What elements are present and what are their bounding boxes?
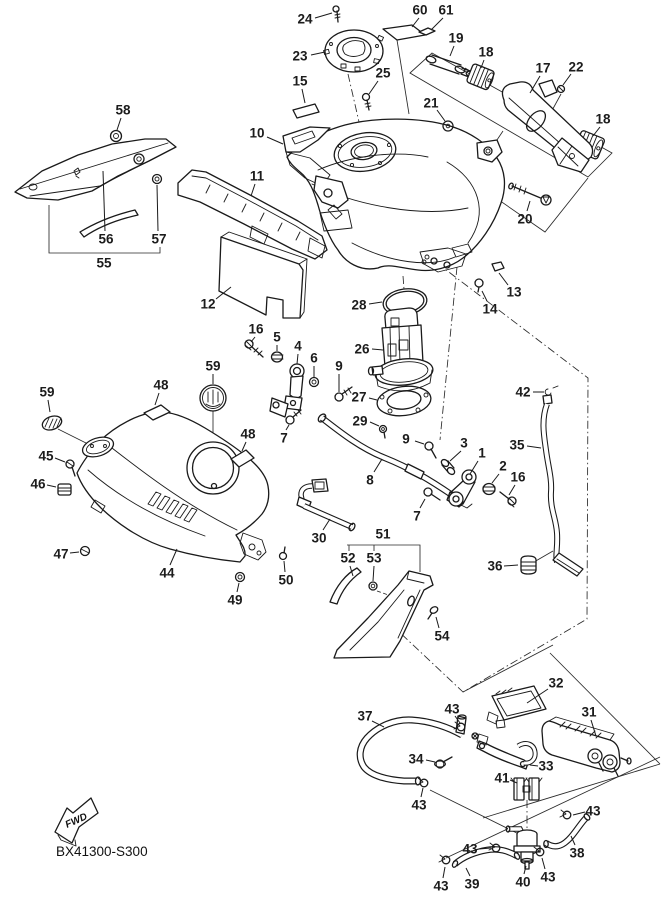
side-panel-art xyxy=(15,131,176,238)
callout-17: 17 xyxy=(535,60,551,76)
callout-37: 37 xyxy=(357,708,373,724)
leader-line-30 xyxy=(323,519,330,530)
callout-43: 43 xyxy=(411,797,427,813)
callout-7: 7 xyxy=(280,430,288,446)
leader-line-3 xyxy=(450,451,461,461)
callout-20: 20 xyxy=(517,211,533,227)
leader-line-13 xyxy=(499,273,508,285)
callout-31: 31 xyxy=(581,704,597,720)
callout-22: 22 xyxy=(568,59,584,75)
leader-line-39 xyxy=(466,868,470,876)
leader-line-49 xyxy=(237,583,239,592)
callout-30: 30 xyxy=(311,530,327,546)
callout-27: 27 xyxy=(351,389,367,405)
leader-line-35 xyxy=(527,446,541,448)
leader-line-23 xyxy=(311,52,325,55)
callout-51: 51 xyxy=(375,526,391,542)
callout-24: 24 xyxy=(297,11,313,27)
leader-line-44 xyxy=(170,549,177,565)
callout-3: 3 xyxy=(460,435,468,451)
leader-line-31 xyxy=(591,720,596,736)
callout-9: 9 xyxy=(335,358,343,374)
leader-line-24 xyxy=(315,13,332,18)
leader-line-10 xyxy=(267,137,283,144)
callout-32: 32 xyxy=(548,675,564,691)
leader-line-61 xyxy=(431,18,443,30)
leader-line-54 xyxy=(436,617,439,628)
leader-line-58 xyxy=(117,118,121,130)
callout-40: 40 xyxy=(515,874,531,890)
callout-61: 61 xyxy=(438,2,454,18)
callout-19: 19 xyxy=(448,30,464,46)
fwd-label: FWD xyxy=(63,811,90,831)
callout-16: 16 xyxy=(510,469,526,485)
leader-line-57 xyxy=(157,185,158,231)
breather-hose-art xyxy=(521,386,583,576)
leader-line-21 xyxy=(437,110,445,121)
leader-line-7 xyxy=(420,499,425,508)
callout-39: 39 xyxy=(464,876,480,892)
callout-59: 59 xyxy=(205,358,221,374)
callout-10: 10 xyxy=(249,125,265,141)
callout-56: 56 xyxy=(98,231,114,247)
leader-line-9 xyxy=(415,441,424,444)
leader-line-36 xyxy=(504,565,518,566)
callout-7: 7 xyxy=(413,508,421,524)
callout-50: 50 xyxy=(278,572,294,588)
leader-line-46 xyxy=(47,485,56,487)
leader-line-4 xyxy=(297,354,298,364)
callout-43: 43 xyxy=(540,869,556,885)
callout-43: 43 xyxy=(444,701,460,717)
callout-14: 14 xyxy=(482,301,498,317)
callout-52: 52 xyxy=(340,550,356,566)
callout-43: 43 xyxy=(433,878,449,894)
leader-line-48 xyxy=(155,393,159,405)
leader-line-26 xyxy=(372,349,383,350)
callout-43: 43 xyxy=(462,841,478,857)
diagram-code: BX41300-S300 xyxy=(56,844,148,859)
callout-43: 43 xyxy=(585,803,601,819)
callout-18: 18 xyxy=(478,44,494,60)
callout-12: 12 xyxy=(200,296,216,312)
callout-47: 47 xyxy=(53,546,69,562)
callout-49: 49 xyxy=(227,592,243,608)
leader-line-14 xyxy=(482,291,487,301)
leader-line-27 xyxy=(369,398,377,400)
leader-line-16 xyxy=(509,485,515,495)
callout-59: 59 xyxy=(39,384,55,400)
callout-1: 1 xyxy=(478,445,486,461)
leader-line-17 xyxy=(530,76,540,93)
callout-45: 45 xyxy=(38,448,54,464)
leader-line-60 xyxy=(412,18,419,27)
callout-21: 21 xyxy=(423,95,439,111)
callout-36: 36 xyxy=(487,558,503,574)
callout-42: 42 xyxy=(515,384,531,400)
leader-line-18 xyxy=(593,127,600,136)
callout-13: 13 xyxy=(506,284,522,300)
leader-line-15 xyxy=(302,89,305,103)
leader-line-8 xyxy=(374,459,382,472)
callout-57: 57 xyxy=(151,231,167,247)
leader-line-43 xyxy=(573,812,585,815)
leader-line-16 xyxy=(251,337,255,342)
leader-line-28 xyxy=(369,302,382,304)
leader-line-29 xyxy=(370,422,379,426)
leader-line-43 xyxy=(542,858,545,869)
callout-18: 18 xyxy=(595,111,611,127)
callout-34: 34 xyxy=(408,751,424,767)
callout-55: 55 xyxy=(96,255,112,271)
callout-9: 9 xyxy=(402,431,410,447)
callout-26: 26 xyxy=(354,341,370,357)
callout-8: 8 xyxy=(366,472,374,488)
callout-29: 29 xyxy=(352,413,368,429)
callout-4: 4 xyxy=(294,338,302,354)
callout-48: 48 xyxy=(240,426,256,442)
leader-line-34 xyxy=(426,760,435,762)
callout-33: 33 xyxy=(538,758,554,774)
leader-line-25 xyxy=(369,81,378,94)
callout-54: 54 xyxy=(434,628,450,644)
leader-line-43 xyxy=(443,867,445,878)
scoop-blade-art xyxy=(330,568,439,658)
callout-41: 41 xyxy=(494,770,510,786)
callout-44: 44 xyxy=(159,565,175,581)
left-linkage-art xyxy=(245,340,319,424)
leader-line-7 xyxy=(286,425,289,430)
leader-line-22 xyxy=(563,74,571,85)
callout-16: 16 xyxy=(248,321,264,337)
leader-line-50 xyxy=(284,561,285,572)
callout-2: 2 xyxy=(499,458,507,474)
leader-line-2 xyxy=(492,474,499,483)
callout-46: 46 xyxy=(30,476,46,492)
fuel-cap-art xyxy=(293,6,453,131)
callout-48: 48 xyxy=(153,377,169,393)
center-linkage-art xyxy=(297,413,516,532)
canister-art xyxy=(435,686,632,800)
leader-line-33 xyxy=(530,765,538,766)
leader-line-19 xyxy=(450,46,454,56)
leader-line-47 xyxy=(70,552,79,553)
callout-58: 58 xyxy=(115,102,131,118)
leader-line-43 xyxy=(421,788,423,797)
callout-6: 6 xyxy=(310,350,318,366)
leader-line-11 xyxy=(251,184,255,196)
callout-23: 23 xyxy=(292,48,308,64)
callout-60: 60 xyxy=(412,2,428,18)
leader-line-53 xyxy=(373,566,374,581)
fwd-arrow xyxy=(55,798,98,846)
callout-38: 38 xyxy=(569,845,585,861)
leader-line-59 xyxy=(48,400,50,412)
leader-line-45 xyxy=(55,458,65,462)
callout-35: 35 xyxy=(509,437,525,453)
callout-5: 5 xyxy=(273,329,281,345)
callout-15: 15 xyxy=(292,73,308,89)
leader-line-20 xyxy=(527,201,530,211)
callout-11: 11 xyxy=(249,168,265,184)
callout-25: 25 xyxy=(375,65,391,81)
callout-53: 53 xyxy=(366,550,382,566)
callout-28: 28 xyxy=(351,297,367,313)
